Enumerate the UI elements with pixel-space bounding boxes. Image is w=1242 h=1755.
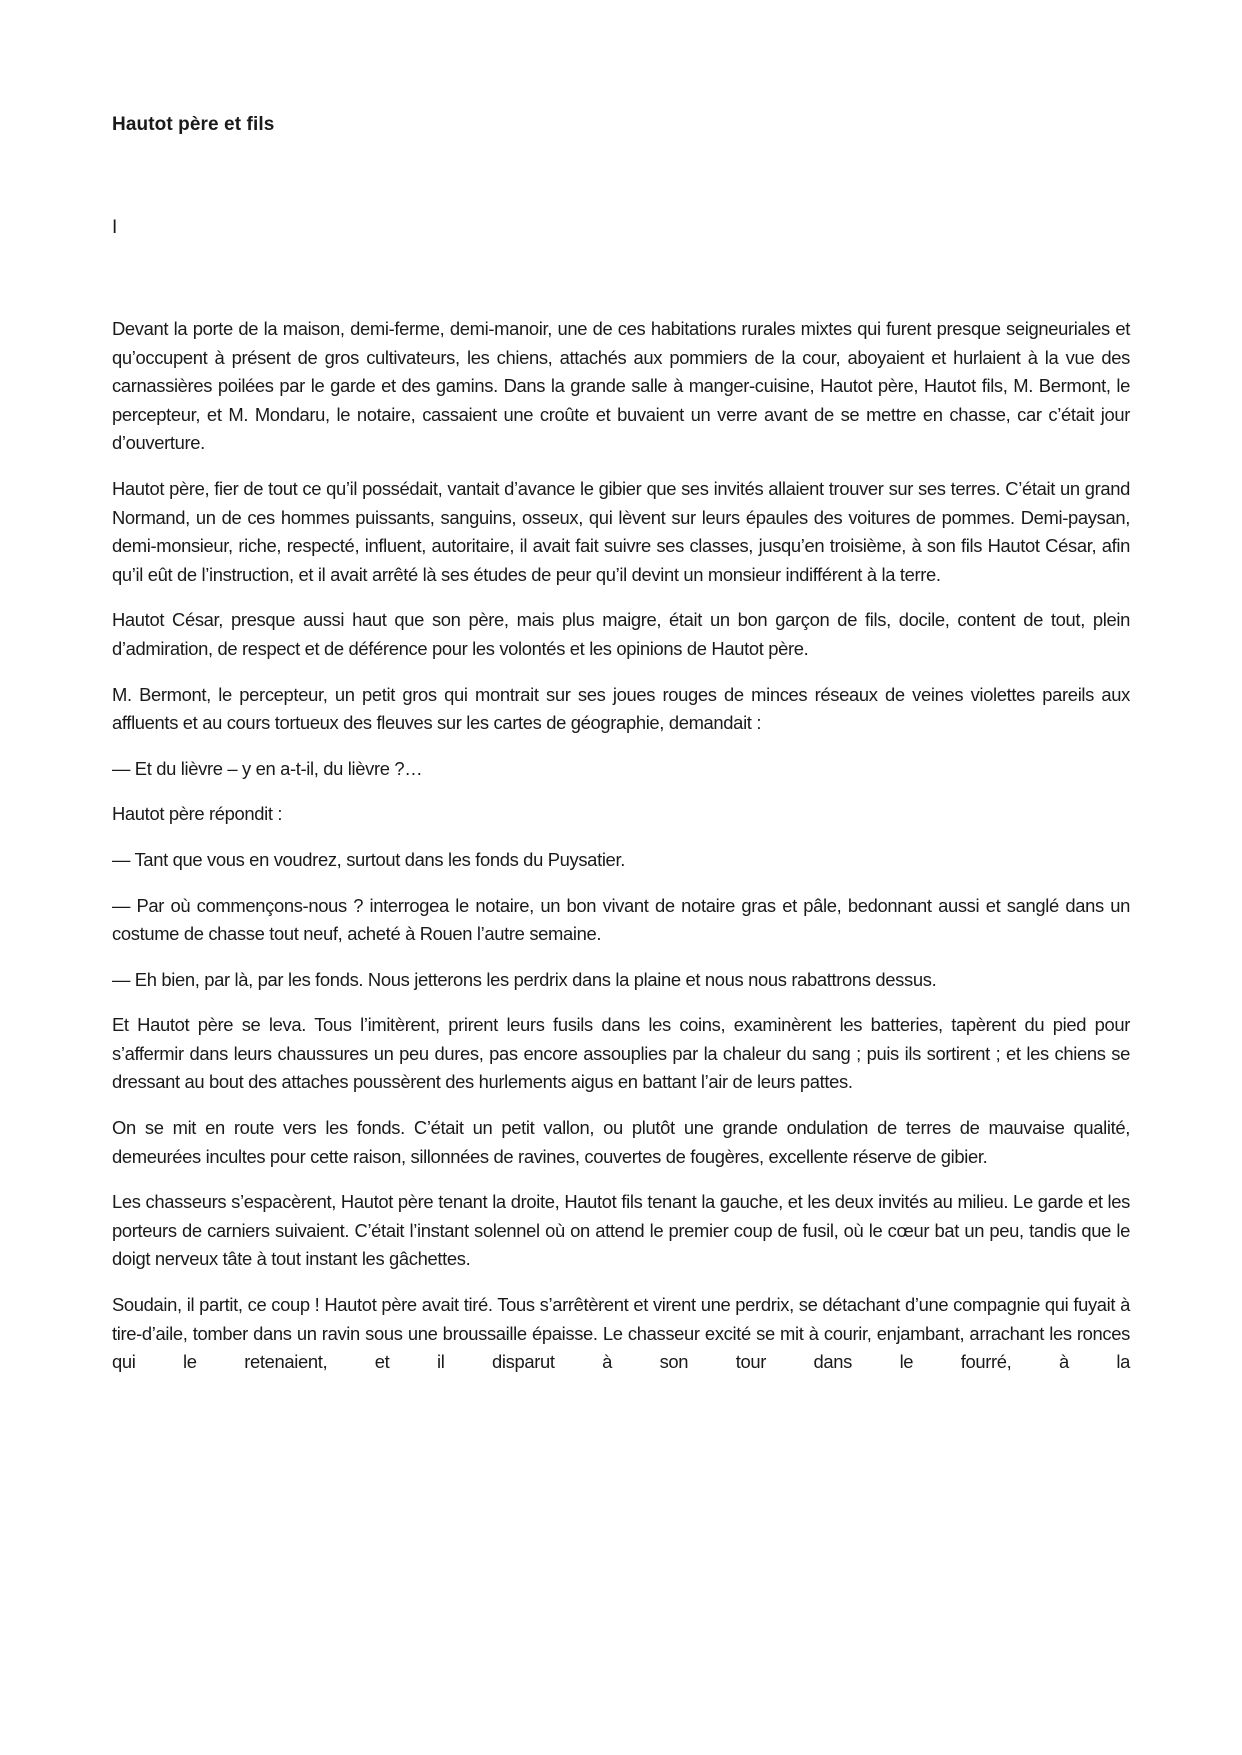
paragraph: Soudain, il partit, ce coup ! Hautot père avait tiré. Tous s’arrêtèrent et virent une perdrix, se détachant d’une compagnie qui fuyait à tire-d’aile, tomber dans un ravin sous une broussaille épaisse. Le chasseur excité se mit à courir, enjambant, arrachant les ronces qui le retenaient, et il disparut à son tour dans le fourré, à la — [112, 1294, 1130, 1373]
dialogue-line: — Eh bien, par là, par les fonds. Nous jetterons les perdrix dans la plaine et nous nous rabattrons dessus. — [112, 968, 937, 990]
paragraph: Hautot père répondit : — [112, 803, 283, 825]
paragraph: On se mit en route vers les fonds. C’était un petit vallon, ou plutôt une grande ondulation de terres de mauvaise qualité, demeurées incultes pour cette raison, sillonnées de ravines, couvertes de fougères, excellente réserve de gibier. — [112, 1117, 1130, 1167]
document-body — [112, 315, 1130, 1394]
paragraph: Hautot père, fier de tout ce qu’il possédait, vantait d’avance le gibier que ses invités allaient trouver sur ses terres. C’était un grand Normand, un de ces hommes puissants, sanguins, osseux, qui lèvent sur leurs épaules des voitures de pommes. Demi-paysan, demi-monsieur, riche, respecté, influent, autoritaire, il avait fait suivre ses classes, jusqu’en troisième, à son fils Hautot César, afin qu’il eût de l’instruction, et il avait arrêté là ses études de peur qu’il devint un monsieur indifférent à la terre. — [112, 477, 1130, 585]
paragraph: M. Bermont, le percepteur, un petit gros qui montrait sur ses joues rouges de minces réseaux de veines violettes pareils aux affluents et au cours tortueux des fleuves sur les cartes de géographie, demandait : — [112, 683, 1130, 734]
document-title: Hautot père et fils — [112, 114, 275, 135]
paragraph: Et Hautot père se leva. Tous l’imitèrent, prirent leurs fusils dans les coins, examinèrent les batteries, tapèrent du pied pour s’affermir dans leurs chaussures un peu dures, pas encore assouplies par la chaleur du sang ; puis ils sortirent ; et les chiens se dressant au bout des attaches poussèrent des hurlements aigus en battant l’air de leurs pattes. — [112, 1014, 1130, 1093]
paragraph: Devant la porte de la maison, demi-ferme, demi-manoir, une de ces habitations rurales mixtes qui furent presque seigneuriales et qu’occupent à présent de gros cultivateurs, les chiens, attachés aux pommiers de la cour, aboyaient et hurlaient à la vue des carnassières poilées par le garde et des gamins. Dans la grande salle à manger-cuisine, Hautot père, Hautot fils, M. Bermont, le percepteur, et M. Mondaru, le notaire, cassaient une croûte et buvaient un verre avant de se mettre en chasse, car c’était jour d’ouverture. — [112, 318, 1130, 454]
dialogue-line: — Par où commençons-nous ? interrogea le notaire, un bon vivant de notaire gras et pâle, bedonnant aussi et sanglé dans un costume de chasse tout neuf, acheté à Rouen l’autre semaine. — [112, 894, 1130, 945]
paragraph: Les chasseurs s’espacèrent, Hautot père tenant la droite, Hautot fils tenant la gauche, et les deux invités au milieu. Le garde et les porteurs de carniers suivaient. C’était l’instant solennel où on attend le premier coup de fusil, où le cœur bat un peu, tandis que le doigt nerveux tâte à tout instant les gâchettes. — [112, 1191, 1130, 1270]
dialogue-line: — Tant que vous en voudrez, surtout dans les fonds du Puysatier. — [112, 848, 625, 870]
chapter-heading: I — [112, 217, 118, 238]
dialogue-line: — Et du lièvre – y en a-t-il, du lièvre ?… — [112, 757, 423, 779]
paragraph: Hautot César, presque aussi haut que son père, mais plus maigre, était un bon garçon de fils, docile, content de tout, plein d’admiration, de respect et de déférence pour les volontés et les opinions de Hautot père. — [112, 609, 1130, 659]
